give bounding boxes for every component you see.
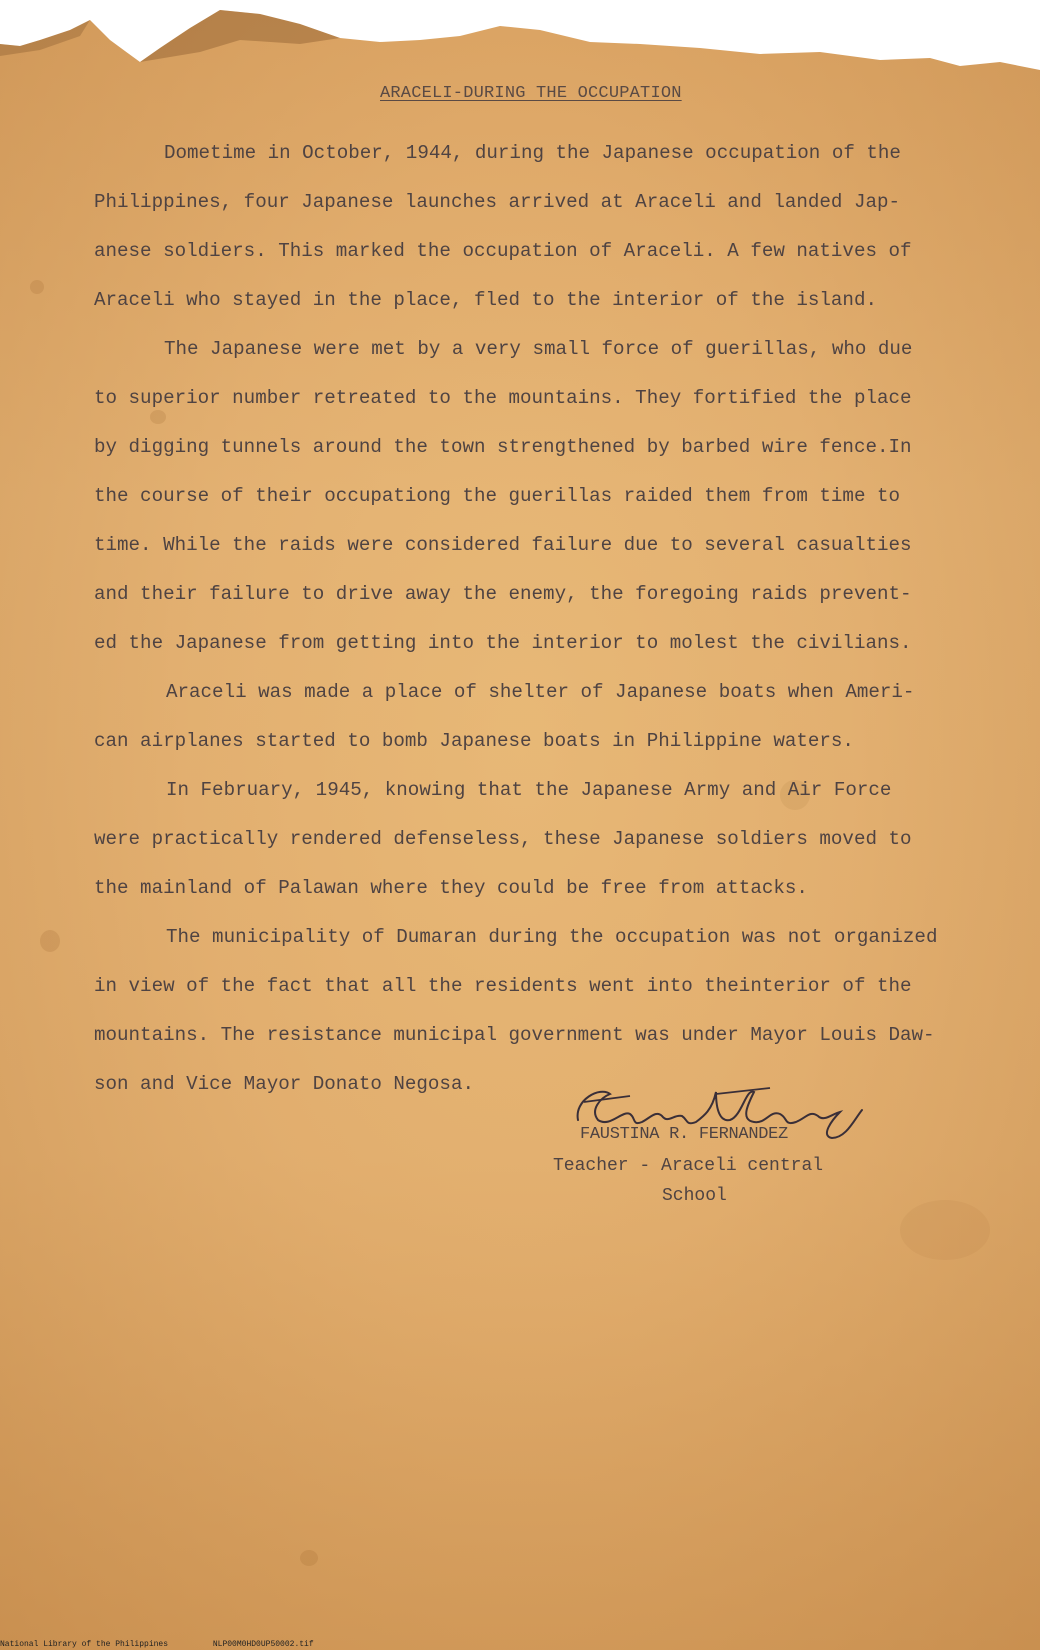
signatory-role: Teacher - Araceli central — [553, 1156, 824, 1176]
signatory-name: FAUSTINA R. FERNANDEZ — [580, 1125, 788, 1144]
text-line: by digging tunnels around the town strengthened by barbed wire fence.In — [94, 436, 912, 458]
torn-top-edge — [0, 0, 1040, 90]
text-line: can airplanes started to bomb Japanese boats in Philippine waters. — [94, 730, 854, 752]
archive-name: National Library of the Philippines — [0, 1640, 169, 1649]
text-line: The municipality of Dumaran during the occupation was not organized — [166, 926, 938, 948]
text-line: ed the Japanese from getting into the interior to molest the civilians. — [94, 632, 912, 654]
text-line: were practically rendered defenseless, these Japanese soldiers moved to — [94, 828, 912, 850]
text-line: mountains. The resistance municipal government was under Mayor Louis Daw- — [94, 1024, 935, 1046]
text-line: son and Vice Mayor Donato Negosa. — [94, 1073, 474, 1095]
archive-footer — [0, 1640, 1040, 1650]
text-line: time. While the raids were considered failure due to several casualties — [94, 534, 912, 556]
text-line: in view of the fact that all the residents went into theinterior of the — [94, 975, 912, 997]
text-line: Philippines, four Japanese launches arrived at Araceli and landed Jap- — [94, 191, 901, 213]
text-line: Araceli who stayed in the place, fled to the interior of the island. — [94, 289, 877, 311]
archive-file: NLP00M0HD0UP50002.tif — [212, 1640, 314, 1649]
text-line: Araceli was made a place of shelter of Japanese boats when Ameri- — [166, 681, 915, 703]
text-line: the course of their occupationg the guerillas raided them from time to — [94, 485, 901, 507]
text-line: The Japanese were met by a very small force of guerillas, who due — [164, 338, 913, 360]
text-line: and their failure to drive away the enemy, the foregoing raids prevent- — [94, 583, 912, 605]
text-line: the mainland of Palawan where they could be free from attacks. — [94, 877, 808, 899]
document-title: ARACELI-DURING THE OCCUPATION — [380, 84, 682, 103]
document-body — [94, 129, 994, 1109]
text-line: anese soldiers. This marked the occupation of Araceli. A few natives of — [94, 240, 912, 262]
text-line: Dometime in October, 1944, during the Japanese occupation of the — [164, 142, 901, 164]
text-line: to superior number retreated to the mountains. They fortified the place — [94, 387, 912, 409]
signatory-school: School — [662, 1186, 727, 1206]
text-line: In February, 1945, knowing that the Japanese Army and Air Force — [166, 779, 892, 801]
